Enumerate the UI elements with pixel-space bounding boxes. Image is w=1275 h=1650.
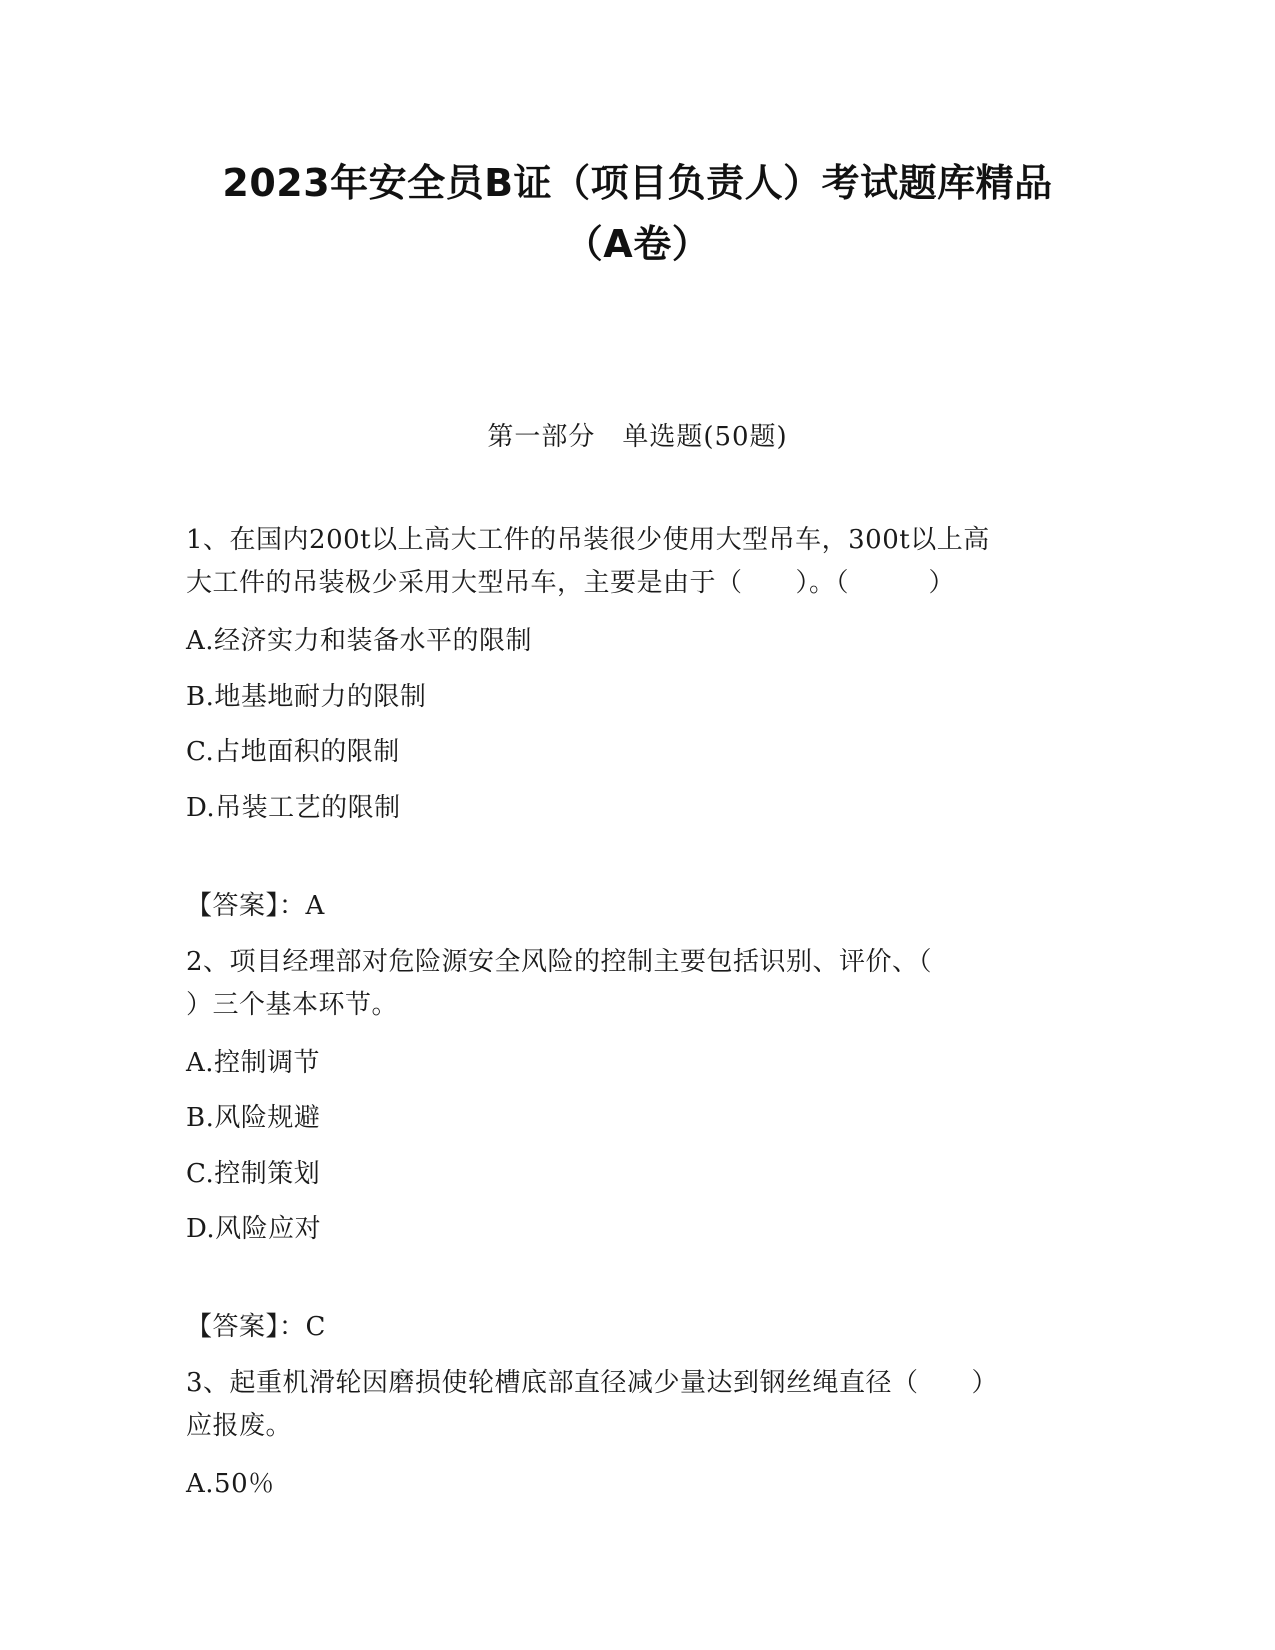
document-title-line-2: （A卷） [564, 222, 711, 266]
question-1-option-c: C.占地面积的限制 [186, 737, 400, 767]
question-3-option-a: A.50％ [186, 1469, 275, 1499]
question-2-text-line-2: ）三个基本环节。 [186, 990, 399, 1020]
question-2-text-line-1: 2、项目经理部对危险源安全风险的控制主要包括识别、评价、（ [186, 947, 933, 977]
question-2-option-b: B.风险规避 [186, 1103, 321, 1133]
question-2-answer: 【答案】：C [186, 1312, 326, 1342]
question-2-option-c: C.控制策划 [186, 1159, 321, 1189]
question-1-option-d: D.吊装工艺的限制 [186, 793, 401, 823]
question-2-option-d: D.风险应对 [186, 1214, 322, 1244]
question-1-text-line-2: 大工件的吊装极少采用大型吊车，主要是由于（ ）。（ ） [186, 568, 956, 598]
question-3-text-line-2: 应报废。 [186, 1411, 293, 1441]
question-1-text-line-1: 1、在国内200t以上高大工件的吊装很少使用大型吊车，300t以上高 [186, 525, 990, 555]
question-1-answer: 【答案】：A [186, 891, 325, 921]
question-2-option-a: A.控制调节 [186, 1048, 321, 1078]
section-heading: 第一部分 单选题(50题) [487, 422, 788, 452]
document-title-line-1: 2023年安全员B证（项目负责人）考试题库精品 [222, 161, 1053, 205]
question-1-option-a: A.经济实力和装备水平的限制 [186, 626, 533, 656]
question-3-text-line-1: 3、起重机滑轮因磨损使轮槽底部直径减少量达到钢丝绳直径（ ） [186, 1368, 999, 1398]
question-1-option-b: B.地基地耐力的限制 [186, 682, 427, 712]
